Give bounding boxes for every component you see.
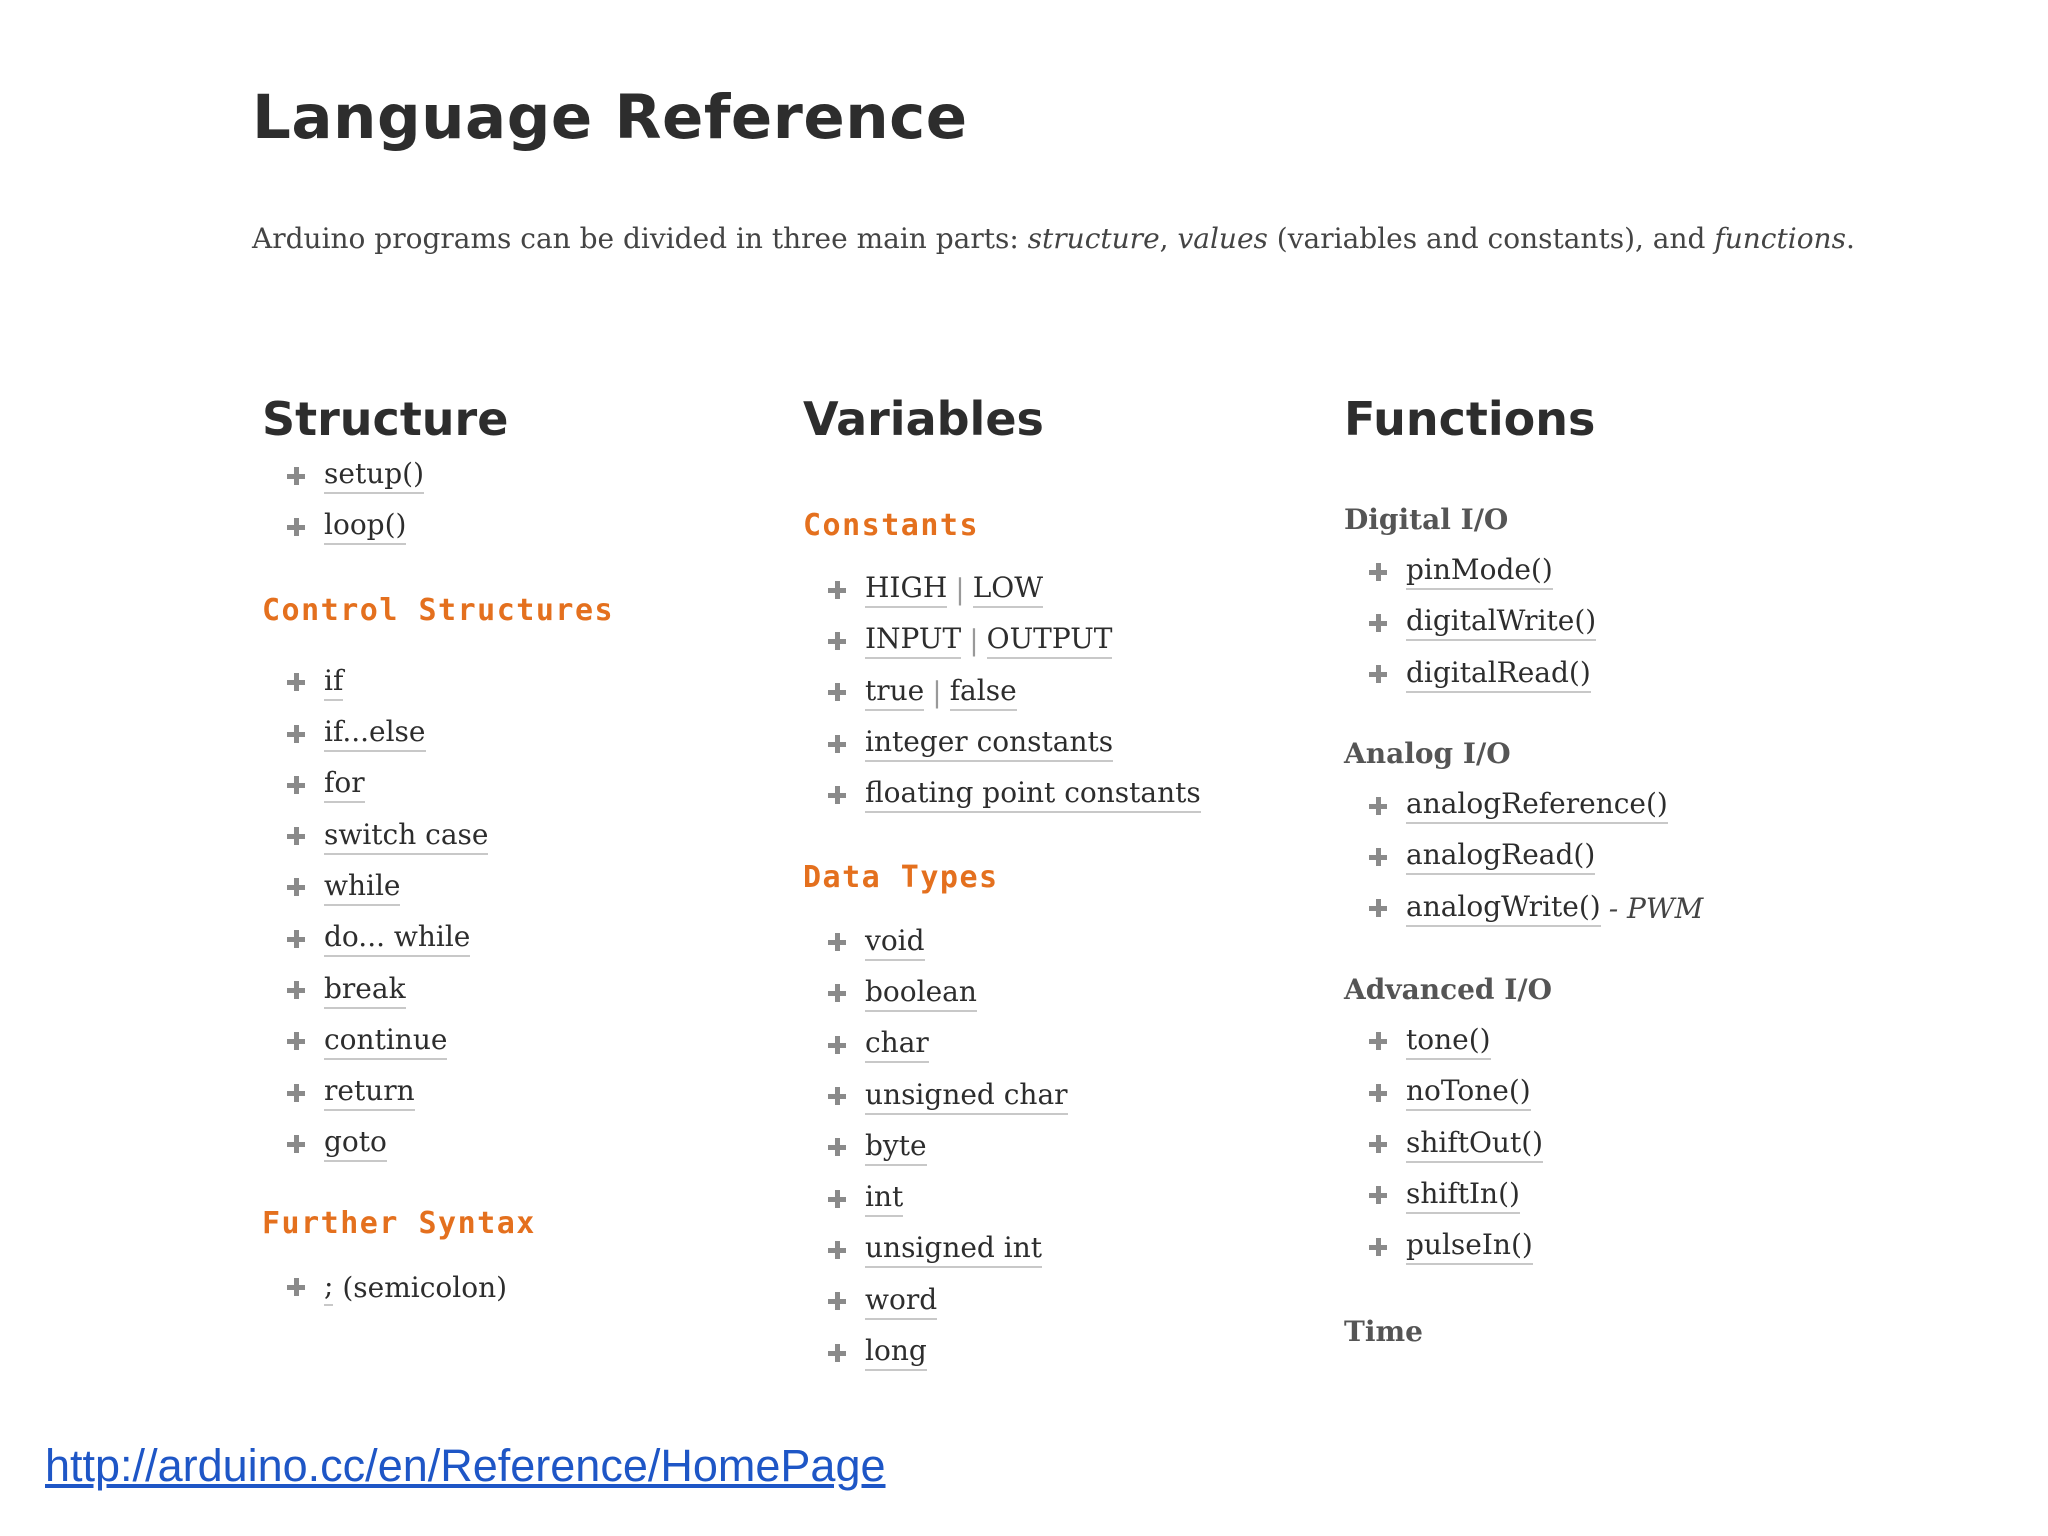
separator: | [969, 624, 979, 658]
plus-icon [825, 629, 849, 653]
list-item [1344, 1016, 1864, 1067]
list-item [803, 1224, 1323, 1275]
plus-icon [284, 722, 308, 746]
advanced-io-list [1344, 1016, 1864, 1272]
list-item [1344, 597, 1864, 648]
plus-icon [825, 680, 849, 704]
analog-io-list [1344, 780, 1864, 934]
list-item [1344, 882, 1864, 933]
link-pinmode[interactable]: pinMode() [1406, 553, 1553, 590]
link-false[interactable]: false [950, 674, 1017, 711]
plus-icon [1366, 896, 1390, 920]
plus-icon [825, 578, 849, 602]
variables-column [803, 388, 1323, 1378]
link-analogreference[interactable]: analogReference() [1406, 787, 1668, 824]
plus-icon [284, 1081, 308, 1105]
plus-icon [1366, 845, 1390, 869]
constants-heading: Constants [803, 508, 980, 543]
control-structures-list [262, 657, 782, 1170]
link-notone[interactable]: noTone() [1406, 1074, 1531, 1111]
link-tone[interactable]: tone() [1406, 1023, 1491, 1060]
link-long[interactable]: long [865, 1334, 927, 1371]
plus-icon [825, 1135, 849, 1159]
list-item [803, 718, 1323, 769]
link-low[interactable]: LOW [973, 571, 1043, 608]
list-item [262, 810, 782, 861]
list-item [1344, 649, 1864, 700]
link-unsigned-int[interactable]: unsigned int [865, 1231, 1042, 1268]
list-item [1344, 780, 1864, 831]
link-analogwrite[interactable]: analogWrite() [1406, 890, 1601, 927]
plus-icon [1366, 611, 1390, 635]
link-digitalread[interactable]: digitalRead() [1406, 656, 1591, 693]
list-item [262, 862, 782, 913]
plus-icon [1366, 1235, 1390, 1259]
list-item [262, 450, 782, 501]
plus-icon [284, 515, 308, 539]
separator: | [932, 675, 942, 709]
list-item [1344, 1221, 1864, 1272]
structure-title: Structure [262, 392, 509, 446]
plus-icon [284, 1029, 308, 1053]
list-item [803, 1122, 1323, 1173]
variables-title: Variables [803, 392, 1044, 446]
plus-icon [825, 1187, 849, 1211]
link-pulsein[interactable]: pulseIn() [1406, 1228, 1533, 1265]
plus-icon [825, 1033, 849, 1057]
control-structures-heading: Control Structures [262, 592, 615, 628]
list-item [803, 615, 1323, 666]
link-shiftin[interactable]: shiftIn() [1406, 1177, 1520, 1214]
list-item [803, 916, 1323, 967]
list-item [1344, 831, 1864, 882]
list-item [803, 769, 1323, 820]
link-unsigned-char[interactable]: unsigned char [865, 1078, 1068, 1115]
plus-icon [825, 1084, 849, 1108]
plus-icon [284, 875, 308, 899]
list-item [1344, 546, 1864, 597]
list-item [262, 1118, 782, 1169]
list-item [262, 964, 782, 1015]
separator: | [955, 573, 965, 607]
link-semicolon[interactable]: ; [324, 1269, 333, 1306]
digital-io-list [1344, 546, 1864, 700]
link-break[interactable]: break [324, 972, 406, 1009]
link-true[interactable]: true [865, 674, 924, 711]
intro-text: Arduino programs can be divided in three main parts: structure, values (variables and constants), and functions. [252, 222, 1855, 255]
plus-icon [825, 732, 849, 756]
list-item [262, 913, 782, 964]
link-analogread[interactable]: analogRead() [1406, 838, 1595, 875]
list-item [262, 708, 782, 759]
advanced-io-heading: Advanced I/O [1344, 972, 1552, 1006]
link-integer-constants[interactable]: integer constants [865, 725, 1113, 762]
functions-column [1344, 388, 1864, 1352]
link-int[interactable]: int [865, 1180, 903, 1217]
plus-icon [825, 1238, 849, 1262]
link-while[interactable]: while [324, 869, 400, 906]
list-item [803, 968, 1323, 1019]
plus-icon [284, 1132, 308, 1156]
link-loop[interactable]: loop() [324, 508, 406, 545]
plus-icon [1366, 1132, 1390, 1156]
link-input[interactable]: INPUT [865, 622, 961, 659]
data-types-heading: Data Types [803, 860, 999, 896]
time-heading: Time [1344, 1315, 1423, 1349]
list-item [262, 759, 782, 810]
further-syntax-list [262, 1262, 782, 1313]
plus-icon [284, 464, 308, 488]
structure-list [262, 450, 782, 553]
pwm-note: - PWM [1608, 891, 1704, 925]
link-void[interactable]: void [865, 924, 925, 961]
link-char[interactable]: char [865, 1026, 929, 1063]
list-item [803, 1173, 1323, 1224]
structure-column [262, 388, 782, 1313]
list-item [1344, 1170, 1864, 1221]
list-item [803, 1327, 1323, 1378]
list-item [1344, 1118, 1864, 1169]
link-high[interactable]: HIGH [865, 571, 947, 608]
page-title: Language Reference [252, 82, 968, 153]
link-if[interactable]: if [324, 664, 343, 701]
link-digitalwrite[interactable]: digitalWrite() [1406, 604, 1596, 641]
plus-icon [825, 930, 849, 954]
link-return[interactable]: return [324, 1074, 415, 1111]
plus-icon [284, 927, 308, 951]
plus-icon [1366, 1183, 1390, 1207]
link-output[interactable]: OUTPUT [987, 622, 1113, 659]
link-do-while[interactable]: do... while [324, 920, 470, 957]
list-item [803, 1070, 1323, 1121]
plus-icon [1366, 560, 1390, 584]
plus-icon [284, 978, 308, 1002]
semicolon-note: (semicolon) [342, 1270, 508, 1304]
link-byte[interactable]: byte [865, 1129, 927, 1166]
plus-icon [284, 824, 308, 848]
list-item [803, 1019, 1323, 1070]
link-word[interactable]: word [865, 1283, 937, 1320]
plus-icon [825, 1289, 849, 1313]
screenshot-crop-edge [0, 1380, 2048, 1392]
list-item [262, 1016, 782, 1067]
link-if-else[interactable]: if...else [324, 715, 426, 752]
link-for[interactable]: for [324, 766, 365, 803]
digital-io-heading: Digital I/O [1344, 503, 1509, 536]
plus-icon [1366, 794, 1390, 818]
reference-url-link[interactable]: http://arduino.cc/en/Reference/HomePage [45, 1440, 886, 1491]
list-item [262, 657, 782, 708]
plus-icon [1366, 662, 1390, 686]
plus-icon [825, 783, 849, 807]
analog-io-heading: Analog I/O [1344, 736, 1511, 770]
plus-icon [825, 1341, 849, 1365]
list-item [803, 667, 1323, 718]
list-item [262, 1262, 782, 1313]
link-switch-case[interactable]: switch case [324, 818, 488, 855]
plus-icon [1366, 1081, 1390, 1105]
link-floating-point-constants[interactable]: floating point constants [865, 776, 1201, 813]
list-item [262, 501, 782, 552]
plus-icon [825, 981, 849, 1005]
list-item [262, 1067, 782, 1118]
plus-icon [1366, 1029, 1390, 1053]
further-syntax-heading: Further Syntax [262, 1205, 536, 1241]
functions-title: Functions [1344, 392, 1596, 446]
link-goto[interactable]: goto [324, 1125, 387, 1162]
list-item [1344, 1067, 1864, 1118]
data-types-list [803, 916, 1323, 1378]
link-continue[interactable]: continue [324, 1023, 447, 1060]
plus-icon [284, 773, 308, 797]
plus-icon [284, 670, 308, 694]
plus-icon [284, 1275, 308, 1299]
list-item [803, 1276, 1323, 1327]
link-boolean[interactable]: boolean [865, 975, 977, 1012]
list-item [803, 564, 1323, 615]
link-setup[interactable]: setup() [324, 457, 424, 494]
constants-list [803, 564, 1323, 820]
link-shiftout[interactable]: shiftOut() [1406, 1126, 1543, 1163]
